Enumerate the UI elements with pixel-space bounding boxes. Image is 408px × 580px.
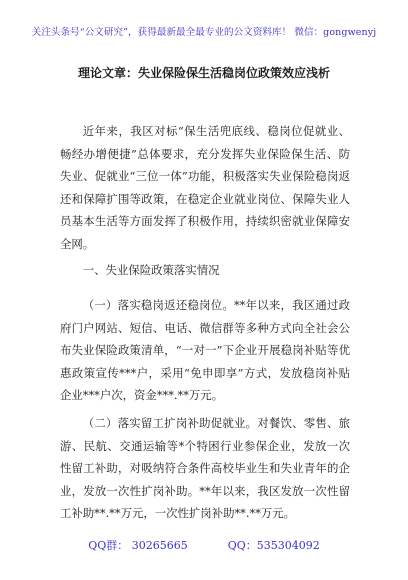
- section-heading: 一、失业保险政策落实情况: [82, 263, 220, 277]
- intro-paragraph: 近年来，我区对标“保生活兜底线、稳岗位促就业、畅经办增便捷”总体要求，充分发挥失业保险保生活、防失业、促就业“三位一体”功能，积极落实失业保险稳岗返还和保障扩围等政策，在稳定企业就业岗位、保障失业人员基本生活等方面发挥了积极作用，持续织密就业保障安全网。: [60, 124, 350, 251]
- body-paragraph-2: （二）落实留工扩岗补助促就业。对餐饮、零售、旅游、民航、交通运输等*个特困行业参保企业，发放一次性留工补助，对吸纳符合条件高校毕业生和失业青年的企业，发放一次性扩岗补助。**年以来，我区发放一次性留工补助**.**万元，一次性扩岗补助**.**万元。: [60, 416, 350, 521]
- header-promo-note: 关注头条号“公文研究”，获得最新最全最专业的公文资料库！ 微信：gongwenyj: [31, 27, 377, 38]
- footer-qq-group: QQ群： 30265665: [88, 539, 188, 552]
- document-title: 理论文章：失业保险保生活稳岗位政策效应浅析: [77, 66, 330, 80]
- footer-qq-number: QQ：535304092: [227, 539, 320, 552]
- footer-contact: [0, 537, 408, 553]
- body-paragraph-1: （一）落实稳岗返还稳岗位。**年以来，我区通过政府门户网站、短信、电话、微信群等多种方式向全社会公布失业保险政策清单，“一对一”下企业开展稳岗补贴等优惠政策宣传***户，采用“免申即享”方式，发放稳岗补贴企业***户次，资金***.**万元。: [60, 298, 350, 403]
